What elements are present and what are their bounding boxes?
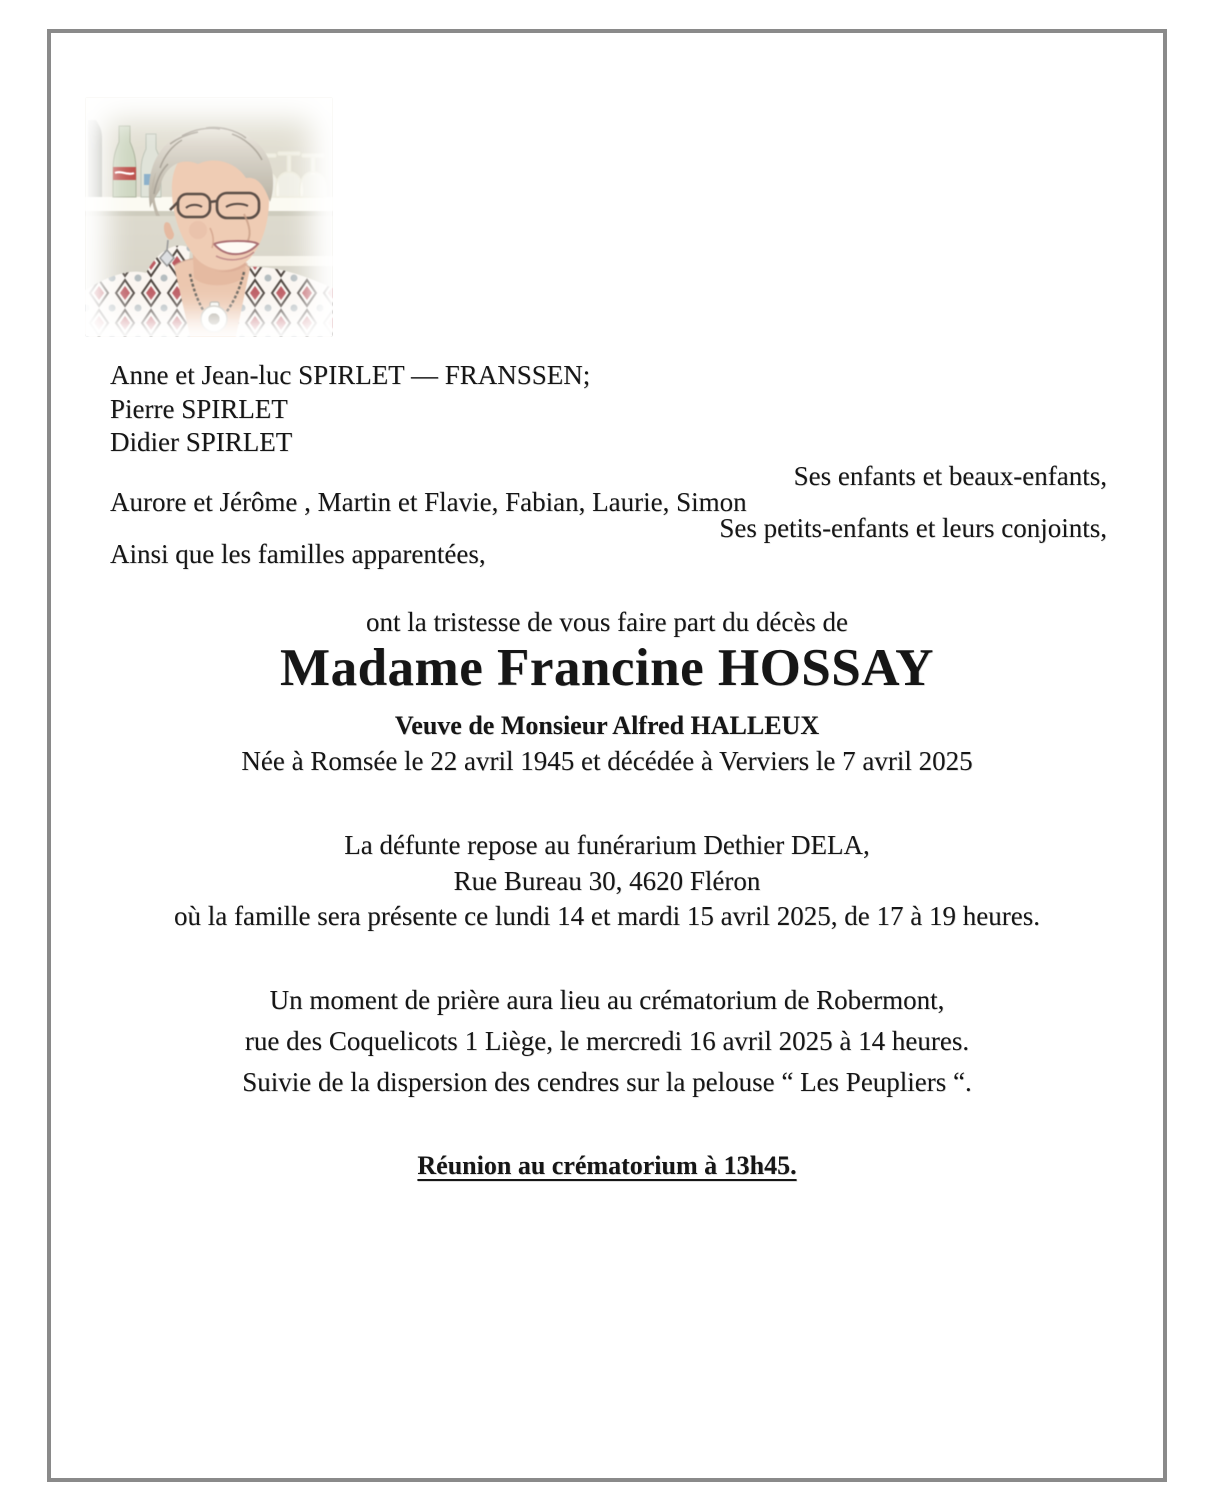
meeting-note: Réunion au crématorium à 13h45. <box>417 1151 797 1180</box>
ceremony-line-3: Suivie de la dispersion des cendres sur la pelouse “ Les Peupliers “. <box>242 1067 972 1097</box>
child-line-2: Pierre SPIRLET <box>110 394 288 424</box>
ceremony-line-1: Un moment de prière aura lieu au crématorium de Robermont, <box>269 985 945 1015</box>
widow-of-line: Veuve de Monsieur Alfred HALLEUX <box>394 711 820 740</box>
family-section <box>110 360 1107 575</box>
repose-line-1: La défunte repose au funérarium Dethier DELA, <box>344 830 870 860</box>
related-families-line: Ainsi que les familles apparentées, <box>110 539 486 569</box>
portrait-photo-illustration <box>86 98 332 336</box>
child-line-3: Didier SPIRLET <box>110 427 293 457</box>
life-dates-line: Née à Romsée le 22 avril 1945 et décédée à Verviers le 7 avril 2025 <box>241 746 973 776</box>
deceased-name: Madame Francine HOSSAY <box>280 639 934 697</box>
repose-line-3: où la famille sera présente ce lundi 14 et mardi 15 avril 2025, de 17 à 19 heures. <box>174 901 1040 931</box>
repose-line-2: Rue Bureau 30, 4620 Fléron <box>453 866 761 896</box>
child-line-1: Anne et Jean-luc SPIRLET — FRANSSEN; <box>110 360 591 390</box>
announcement-intro: ont la tristesse de vous faire part du décès de <box>365 607 849 637</box>
photo-fade-overlay <box>86 98 332 336</box>
portrait-photo <box>86 98 332 336</box>
children-role-line: Ses enfants et beaux-enfants, <box>793 461 1107 491</box>
ceremony-line-2: rue des Coquelicots 1 Liège, le mercredi 16 avril 2025 à 14 heures. <box>244 1026 970 1056</box>
grandchildren-role-line: Ses petits-enfants et leurs conjoints, <box>719 513 1107 543</box>
grandchildren-line: Aurore et Jérôme , Martin et Flavie, Fabian, Laurie, Simon <box>110 487 747 517</box>
